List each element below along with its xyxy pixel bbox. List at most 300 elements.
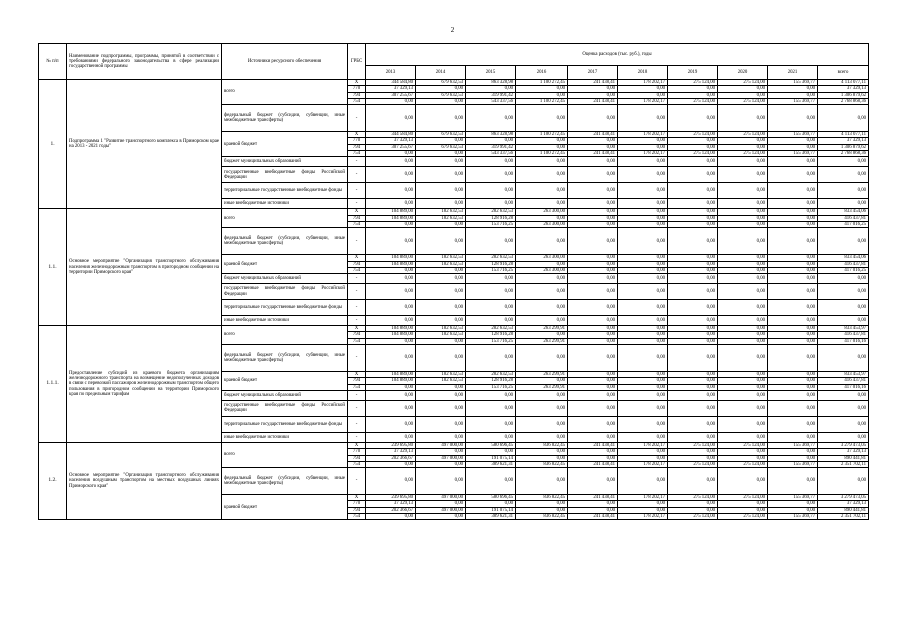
grbs-code: X bbox=[348, 255, 366, 261]
year-value: 497 000,00 bbox=[416, 495, 466, 501]
total-value: 0,00 bbox=[818, 390, 869, 400]
year-value: 275 124,00 bbox=[668, 151, 718, 157]
year-value: 0,00 bbox=[718, 138, 768, 144]
year-value: 0,00 bbox=[416, 461, 466, 467]
total-value: 0,00 bbox=[818, 167, 869, 183]
year-value: 0,00 bbox=[668, 372, 718, 378]
grbs-code: X bbox=[348, 495, 366, 501]
year-value: 275 124,00 bbox=[718, 495, 768, 501]
year-value: 0,00 bbox=[568, 157, 618, 167]
year-value: 580 696,45 bbox=[466, 495, 516, 501]
year-value: 543 337,56 bbox=[466, 151, 516, 157]
year-value: 0,00 bbox=[618, 267, 668, 273]
year-value: 0,00 bbox=[568, 455, 618, 461]
year-value: 0,00 bbox=[718, 338, 768, 344]
year-value: 0,00 bbox=[568, 507, 618, 513]
item-name: Предоставление субсидий из краевого бюджета организациям железнодорожного транспорта на возмещение недополученных доходов в связи с перевозкой пассажиров железнодорожным транспортом общего пользования в пригородном сообщении на территории Приморского края по предельным тарифам bbox=[67, 326, 222, 443]
year-value: 263 300,00 bbox=[516, 255, 568, 261]
header-year: 2013 bbox=[366, 66, 416, 80]
year-value: 0,00 bbox=[366, 400, 416, 416]
year-value: 0,00 bbox=[668, 221, 718, 227]
year-value: 0,00 bbox=[416, 300, 466, 316]
year-value: 0,00 bbox=[366, 221, 416, 227]
year-value: 836 822,45 bbox=[516, 461, 568, 467]
year-value: 0,00 bbox=[618, 507, 668, 513]
header-year: 2021 bbox=[768, 66, 818, 80]
year-value: 155 369,77 bbox=[768, 80, 818, 86]
year-value: 153 716,25 bbox=[466, 384, 516, 390]
year-value: 0,00 bbox=[568, 274, 618, 284]
year-value: 863 328,98 bbox=[466, 132, 516, 138]
year-value: 0,00 bbox=[568, 326, 618, 332]
total-value: 0,00 bbox=[818, 183, 869, 199]
year-value: 0,00 bbox=[618, 390, 668, 400]
year-value: 0,00 bbox=[466, 138, 516, 144]
year-value: 0,00 bbox=[416, 199, 466, 209]
year-value: 0,00 bbox=[768, 372, 818, 378]
funding-source: краевой бюджет bbox=[222, 495, 348, 520]
total-value: 0,00 bbox=[818, 274, 869, 284]
year-value: 0,00 bbox=[618, 501, 668, 507]
funding-source: территориальные государственные внебюджетные фонды bbox=[222, 416, 348, 432]
year-value: 263 300,00 bbox=[516, 221, 568, 227]
year-value: 0,00 bbox=[618, 338, 668, 344]
year-value: 0,00 bbox=[466, 400, 516, 416]
grbs-code: 754 bbox=[348, 151, 366, 157]
year-value: 0,00 bbox=[718, 316, 768, 326]
year-value: 0,00 bbox=[768, 267, 818, 273]
grbs-code: 770 bbox=[348, 501, 366, 507]
year-value: 0,00 bbox=[416, 183, 466, 199]
year-value: 0,00 bbox=[568, 199, 618, 209]
year-value: 0,00 bbox=[366, 432, 416, 442]
year-value: 0,00 bbox=[768, 274, 818, 284]
year-value: 0,00 bbox=[568, 267, 618, 273]
header-grbs: ГРБС bbox=[348, 44, 366, 80]
year-value: 275 124,00 bbox=[668, 80, 718, 86]
year-value: 0,00 bbox=[768, 105, 818, 132]
year-value: 0,00 bbox=[416, 384, 466, 390]
year-value: 0,00 bbox=[366, 228, 416, 255]
year-value: 104 889,00 bbox=[366, 326, 416, 332]
year-value: 0,00 bbox=[466, 501, 516, 507]
year-value: 0,00 bbox=[516, 228, 568, 255]
item-name: Основное мероприятие "Организация транспортного обслуживания населения железнодорожным транспортом в пригородном сообщении на территории Приморского края" bbox=[67, 209, 222, 326]
year-value: 178 202,17 bbox=[618, 442, 668, 448]
total-value: 0,00 bbox=[818, 400, 869, 416]
header-year: 2019 bbox=[668, 66, 718, 80]
year-value: 0,00 bbox=[718, 157, 768, 167]
year-value: 0,00 bbox=[718, 501, 768, 507]
total-value: 417 016,16 bbox=[818, 338, 869, 344]
year-value: 0,00 bbox=[668, 209, 718, 215]
year-value: 263 299,91 bbox=[516, 338, 568, 344]
year-value: 497 000,00 bbox=[416, 455, 466, 461]
grbs-code: X bbox=[348, 326, 366, 332]
year-value: 0,00 bbox=[618, 228, 668, 255]
year-value: 128 916,28 bbox=[466, 261, 516, 267]
year-value: 178 202,17 bbox=[618, 80, 668, 86]
grbs-code: 770 bbox=[348, 138, 366, 144]
year-value: 241 438,41 bbox=[568, 514, 618, 520]
year-value: 275 124,00 bbox=[718, 151, 768, 157]
year-value: 0,00 bbox=[668, 105, 718, 132]
year-value: 0,00 bbox=[618, 167, 668, 183]
year-value: 0,00 bbox=[768, 144, 818, 150]
year-value: 282 632,53 bbox=[466, 372, 516, 378]
year-value: 0,00 bbox=[568, 261, 618, 267]
year-value: 0,00 bbox=[668, 183, 718, 199]
year-value: 182 632,53 bbox=[416, 326, 466, 332]
year-value: 0,00 bbox=[516, 138, 568, 144]
year-value: 0,00 bbox=[668, 345, 718, 372]
year-value: 0,00 bbox=[718, 144, 768, 150]
year-value: 0,00 bbox=[768, 455, 818, 461]
year-value: 0,00 bbox=[718, 455, 768, 461]
year-value: 0,00 bbox=[466, 105, 516, 132]
year-value: 0,00 bbox=[516, 157, 568, 167]
funding-source: федеральный бюджет (субсидии, субвенции, иные межбюджетные трансферты) bbox=[222, 105, 348, 132]
year-value: 0,00 bbox=[466, 390, 516, 400]
year-value: 178 202,17 bbox=[618, 132, 668, 138]
budget-table bbox=[38, 43, 869, 520]
year-value: 182 632,53 bbox=[416, 261, 466, 267]
grbs-code: - bbox=[348, 416, 366, 432]
year-value: 153 716,25 bbox=[466, 267, 516, 273]
year-value: 1 100 272,45 bbox=[516, 132, 568, 138]
year-value: 0,00 bbox=[718, 416, 768, 432]
year-value: 0,00 bbox=[366, 468, 416, 495]
header-num: № п/п bbox=[39, 44, 67, 80]
year-value: 0,00 bbox=[718, 300, 768, 316]
funding-source: бюджет муниципальных образований bbox=[222, 157, 348, 167]
year-value: 543 337,56 bbox=[466, 98, 516, 104]
funding-source: краевой бюджет bbox=[222, 255, 348, 274]
year-value: 0,00 bbox=[718, 400, 768, 416]
year-value: 263 300,00 bbox=[516, 267, 568, 273]
year-value: 282 632,53 bbox=[466, 209, 516, 215]
year-value: 0,00 bbox=[618, 215, 668, 221]
year-value: 0,00 bbox=[416, 157, 466, 167]
year-value: 104 889,00 bbox=[366, 378, 416, 384]
year-value: 275 124,00 bbox=[718, 514, 768, 520]
year-value: 0,00 bbox=[366, 157, 416, 167]
year-value: 0,00 bbox=[466, 416, 516, 432]
year-value: 191 075,14 bbox=[466, 507, 516, 513]
year-value: 0,00 bbox=[516, 300, 568, 316]
year-value: 104 889,00 bbox=[366, 215, 416, 221]
year-value: 0,00 bbox=[618, 92, 668, 98]
funding-source: территориальные государственные внебюджетные фонды bbox=[222, 183, 348, 199]
year-value: 0,00 bbox=[768, 255, 818, 261]
year-value: 0,00 bbox=[618, 326, 668, 332]
year-value: 0,00 bbox=[668, 378, 718, 384]
year-value: 0,00 bbox=[768, 215, 818, 221]
year-value: 0,00 bbox=[718, 432, 768, 442]
funding-source: всего bbox=[222, 80, 348, 105]
year-value: 0,00 bbox=[366, 151, 416, 157]
total-value: 2 768 868,36 bbox=[818, 98, 869, 104]
year-value: 0,00 bbox=[568, 378, 618, 384]
year-value: 0,00 bbox=[568, 468, 618, 495]
year-value: 275 124,00 bbox=[718, 461, 768, 467]
year-value: 155 369,77 bbox=[768, 98, 818, 104]
total-value: 416 437,81 bbox=[818, 378, 869, 384]
year-value: 0,00 bbox=[618, 432, 668, 442]
grbs-code: - bbox=[348, 183, 366, 199]
year-value: 0,00 bbox=[516, 416, 568, 432]
year-value: 0,00 bbox=[366, 461, 416, 467]
year-value: 0,00 bbox=[768, 332, 818, 338]
grbs-code: 794 bbox=[348, 144, 366, 150]
year-value: 0,00 bbox=[568, 332, 618, 338]
year-value: 0,00 bbox=[618, 372, 668, 378]
year-value: 0,00 bbox=[668, 284, 718, 300]
year-value: 0,00 bbox=[618, 274, 668, 284]
funding-source: территориальные государственные внебюджетные фонды bbox=[222, 300, 348, 316]
year-value: 0,00 bbox=[466, 157, 516, 167]
page-number: 2 bbox=[450, 26, 455, 34]
total-value: 416 437,81 bbox=[818, 215, 869, 221]
year-value: 0,00 bbox=[668, 267, 718, 273]
year-value: 128 916,28 bbox=[466, 332, 516, 338]
grbs-code: 754 bbox=[348, 221, 366, 227]
grbs-code: - bbox=[348, 167, 366, 183]
year-value: 0,00 bbox=[366, 98, 416, 104]
year-value: 0,00 bbox=[568, 215, 618, 221]
year-value: 0,00 bbox=[768, 92, 818, 98]
year-value: 0,00 bbox=[366, 105, 416, 132]
grbs-code: 794 bbox=[348, 261, 366, 267]
year-value: 0,00 bbox=[768, 300, 818, 316]
year-value: 0,00 bbox=[466, 183, 516, 199]
year-value: 0,00 bbox=[718, 372, 768, 378]
funding-source: федеральный бюджет (субсидии, субвенции, иные межбюджетные трансферты) bbox=[222, 468, 348, 495]
year-value: 178 202,17 bbox=[618, 514, 668, 520]
year-value: 0,00 bbox=[516, 105, 568, 132]
year-value: 0,00 bbox=[516, 144, 568, 150]
year-value: 0,00 bbox=[668, 144, 718, 150]
year-value: 0,00 bbox=[668, 338, 718, 344]
year-value: 0,00 bbox=[366, 316, 416, 326]
year-value: 0,00 bbox=[618, 86, 668, 92]
year-value: 182 632,53 bbox=[416, 255, 466, 261]
year-value: 0,00 bbox=[466, 274, 516, 284]
grbs-code: 770 bbox=[348, 86, 366, 92]
year-value: 0,00 bbox=[718, 449, 768, 455]
year-value: 0,00 bbox=[516, 468, 568, 495]
year-value: 282 632,53 bbox=[466, 326, 516, 332]
year-value: 0,00 bbox=[516, 316, 568, 326]
year-value: 497 000,00 bbox=[416, 507, 466, 513]
year-value: 275 124,00 bbox=[718, 98, 768, 104]
year-value: 0,00 bbox=[618, 378, 668, 384]
total-value: 3 279 473,05 bbox=[818, 495, 869, 501]
year-value: 0,00 bbox=[618, 449, 668, 455]
year-value: 0,00 bbox=[668, 316, 718, 326]
year-value: 178 202,17 bbox=[618, 98, 668, 104]
total-value: 0,00 bbox=[818, 157, 869, 167]
year-value: 37 329,13 bbox=[366, 449, 416, 455]
year-value: 153 716,25 bbox=[466, 221, 516, 227]
year-value: 0,00 bbox=[668, 384, 718, 390]
item-number: 1.2. bbox=[39, 442, 67, 519]
year-value: 0,00 bbox=[718, 261, 768, 267]
year-value: 0,00 bbox=[366, 390, 416, 400]
year-value: 0,00 bbox=[568, 416, 618, 432]
year-value: 0,00 bbox=[718, 167, 768, 183]
year-value: 0,00 bbox=[568, 338, 618, 344]
year-value: 0,00 bbox=[718, 384, 768, 390]
year-value: 0,00 bbox=[718, 183, 768, 199]
year-value: 0,00 bbox=[718, 86, 768, 92]
year-value: 836 822,45 bbox=[516, 514, 568, 520]
total-value: 37 329,13 bbox=[818, 86, 869, 92]
year-value: 155 369,77 bbox=[768, 151, 818, 157]
funding-source: иные внебюджетные источники bbox=[222, 199, 348, 209]
year-value: 182 632,53 bbox=[416, 332, 466, 338]
year-value: 0,00 bbox=[668, 167, 718, 183]
grbs-code: - bbox=[348, 105, 366, 132]
grbs-code: - bbox=[348, 157, 366, 167]
grbs-code: X bbox=[348, 80, 366, 86]
year-value: 0,00 bbox=[668, 507, 718, 513]
year-value: 0,00 bbox=[516, 390, 568, 400]
year-value: 263 299,91 bbox=[516, 326, 568, 332]
year-value: 0,00 bbox=[718, 378, 768, 384]
total-value: 0,00 bbox=[818, 345, 869, 372]
year-value: 0,00 bbox=[466, 86, 516, 92]
total-value: 4 113 077,11 bbox=[818, 132, 869, 138]
year-value: 0,00 bbox=[416, 138, 466, 144]
year-value: 0,00 bbox=[768, 378, 818, 384]
year-value: 0,00 bbox=[366, 338, 416, 344]
funding-source: краевой бюджет bbox=[222, 132, 348, 157]
grbs-code: - bbox=[348, 432, 366, 442]
year-value: 182 632,53 bbox=[416, 215, 466, 221]
year-value: 0,00 bbox=[416, 86, 466, 92]
year-value: 0,00 bbox=[618, 284, 668, 300]
year-value: 155 369,77 bbox=[768, 442, 818, 448]
grbs-code: 754 bbox=[348, 267, 366, 273]
year-value: 0,00 bbox=[668, 86, 718, 92]
year-value: 0,00 bbox=[416, 501, 466, 507]
year-value: 0,00 bbox=[618, 416, 668, 432]
year-value: 0,00 bbox=[516, 86, 568, 92]
year-value: 0,00 bbox=[416, 267, 466, 273]
year-value: 1 100 272,45 bbox=[516, 98, 568, 104]
year-value: 0,00 bbox=[568, 138, 618, 144]
year-value: 0,00 bbox=[416, 284, 466, 300]
header-year: 2017 bbox=[568, 66, 618, 80]
grbs-code: 794 bbox=[348, 378, 366, 384]
grbs-code: X bbox=[348, 372, 366, 378]
year-value: 0,00 bbox=[668, 300, 718, 316]
total-value: 0,00 bbox=[818, 468, 869, 495]
year-value: 836 822,45 bbox=[516, 495, 568, 501]
header-year: 2015 bbox=[466, 66, 516, 80]
year-value: 275 124,00 bbox=[668, 98, 718, 104]
header-year: 2020 bbox=[718, 66, 768, 80]
year-value: 0,00 bbox=[416, 228, 466, 255]
year-value: 0,00 bbox=[416, 221, 466, 227]
year-value: 0,00 bbox=[618, 144, 668, 150]
grbs-code: 754 bbox=[348, 384, 366, 390]
year-value: 37 329,13 bbox=[366, 501, 416, 507]
year-value: 0,00 bbox=[768, 384, 818, 390]
year-value: 263 300,00 bbox=[516, 209, 568, 215]
year-value: 239 695,80 bbox=[366, 442, 416, 448]
year-value: 0,00 bbox=[668, 455, 718, 461]
year-value: 0,00 bbox=[768, 157, 818, 167]
year-value: 0,00 bbox=[416, 390, 466, 400]
year-value: 0,00 bbox=[768, 345, 818, 372]
header-year: всего bbox=[818, 66, 869, 80]
grbs-code: 754 bbox=[348, 461, 366, 467]
year-value: 0,00 bbox=[568, 284, 618, 300]
year-value: 580 696,45 bbox=[466, 442, 516, 448]
year-value: 275 124,00 bbox=[668, 461, 718, 467]
year-value: 0,00 bbox=[568, 449, 618, 455]
year-value: 191 075,14 bbox=[466, 455, 516, 461]
table-body bbox=[39, 80, 869, 520]
header-year: 2014 bbox=[416, 66, 466, 80]
item-number: 1.1. bbox=[39, 209, 67, 326]
year-value: 275 124,00 bbox=[668, 132, 718, 138]
year-value: 679 632,53 bbox=[416, 92, 466, 98]
item-name: Подпрограмма 1 "Развитие транспортного комплекса в Приморском крае на 2013 - 2021 годы" bbox=[67, 80, 222, 209]
year-value: 0,00 bbox=[718, 255, 768, 261]
year-value: 0,00 bbox=[668, 228, 718, 255]
total-value: 0,00 bbox=[818, 284, 869, 300]
grbs-code: - bbox=[348, 400, 366, 416]
year-value: 0,00 bbox=[568, 86, 618, 92]
funding-source: федеральный бюджет (субсидии, субвенции, иные межбюджетные трансферты) bbox=[222, 345, 348, 372]
year-value: 0,00 bbox=[416, 98, 466, 104]
year-value: 307 255,67 bbox=[366, 144, 416, 150]
year-value: 0,00 bbox=[416, 345, 466, 372]
total-value: 833 454,06 bbox=[818, 255, 869, 261]
year-value: 0,00 bbox=[568, 384, 618, 390]
year-value: 0,00 bbox=[516, 501, 568, 507]
year-value: 0,00 bbox=[416, 514, 466, 520]
year-value: 0,00 bbox=[466, 468, 516, 495]
year-value: 0,00 bbox=[618, 261, 668, 267]
year-value: 0,00 bbox=[618, 221, 668, 227]
year-value: 0,00 bbox=[366, 267, 416, 273]
year-value: 0,00 bbox=[618, 384, 668, 390]
year-value: 0,00 bbox=[416, 432, 466, 442]
grbs-code: 754 bbox=[348, 338, 366, 344]
year-value: 0,00 bbox=[718, 468, 768, 495]
year-value: 0,00 bbox=[516, 455, 568, 461]
year-value: 0,00 bbox=[568, 390, 618, 400]
total-value: 3 279 473,05 bbox=[818, 442, 869, 448]
year-value: 153 716,25 bbox=[466, 338, 516, 344]
year-value: 0,00 bbox=[568, 92, 618, 98]
funding-source: государственные внебюджетные фонды Российской Федерации bbox=[222, 400, 348, 416]
year-value: 0,00 bbox=[618, 255, 668, 261]
year-value: 0,00 bbox=[516, 378, 568, 384]
total-value: 890 441,81 bbox=[818, 507, 869, 513]
year-value: 0,00 bbox=[416, 468, 466, 495]
year-value: 0,00 bbox=[416, 416, 466, 432]
item-number: 1. bbox=[39, 80, 67, 209]
year-value: 0,00 bbox=[568, 501, 618, 507]
year-value: 1 100 272,45 bbox=[516, 80, 568, 86]
year-value: 0,00 bbox=[618, 138, 668, 144]
year-value: 0,00 bbox=[516, 449, 568, 455]
